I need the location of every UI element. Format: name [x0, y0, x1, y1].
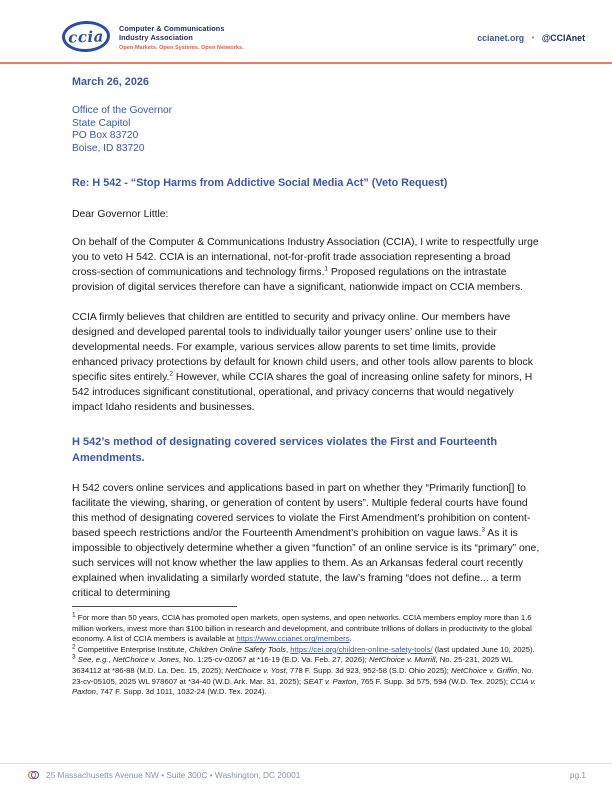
letter-date: March 26, 2026 — [72, 76, 149, 88]
footer-address: 25 Massachusetts Avenue NW • Suite 300C • Washington, DC 20001 — [46, 770, 301, 780]
footnote-separator — [72, 606, 237, 607]
body-paragraph-2: CCIA firmly believes that children are entitled to security and privacy online. Our members have designed and developed parental tools to individually tailor younger users’ online use to their developmental needs. For example, various services allow parents to set time limits, provide enhanced privacy protections by default for known child users, and other tools allow parents to block specific sites entirely.$^2$ However, while CCIA shares the goal of increasing online safety for minors, H 542 introduces significant constitutional, operational, and privacy concerns that would negatively impact Idaho residents and businesses. — [72, 312, 533, 414]
org-name-line2: Industry Association — [119, 33, 193, 42]
body-paragraph-3: H 542 covers online services and applications based in part on whether they “Primarily function[] to facilitate the viewing, sharing, or generation of content by users”. Multiple federal courts have found this method of designating covered services to violate the First Amendment’s prohibition on content-based speech restrictions and/or the Fourteenth Amendment’s prohibition on vague laws.$^3$ As it is impossible to objectively determine whether a given “function” of an online service is its “primary” one, such services will not know whether the law applies to them. As an Arkansas federal court recently explained when invalidating a similarly worded statute, the law’s framing “does not define... a term critical to determining — [72, 483, 540, 600]
page-number: pg.1 — [569, 770, 586, 780]
subject-line: Re: H 542 - “Stop Harms from Addictive Social Media Act” (Veto Request) — [72, 177, 448, 190]
section-heading: H 542’s method of designating covered services violates the First and Fourteenth Amendments. — [72, 436, 498, 464]
footnote-3: $^3$ See, e.g., NetChoice v. Jones, No. 1:25-cv-02067 at *16-19 (E.D. Va. Feb. 27, 2026); NetChoice v. Murrill, No. 25-231, 2025 WL 3634112 at *86-88 (M.D. La. Dec. 15, 2025); NetChoice v. Yost, 778 F. Supp. 3d 923, 952-58 (S.D. Ohio 2025); NetChoice v. Griffin, No. 23-cv-05105, 2025 WL 978607 at *34-40 (W.D. Ark. Mar. 31, 2025); SEAT v. Paxton, 765 F. Supp. 3d 575, 594 (W.D. Tex. 2025); CCIA v. Paxton, 747 F. Supp. 3d 1011, 1032-24 (W.D. Tex. 2024). — [72, 653, 536, 697]
separator-dot: • — [531, 33, 535, 42]
recipient-address — [72, 105, 540, 155]
recipient-address-line-3: PO Box 83720 — [72, 130, 139, 142]
salutation: Dear Governor Little: — [72, 209, 169, 221]
footnote-link[interactable]: https://www.ccianet.org/members — [236, 634, 350, 644]
header-rule — [0, 62, 612, 64]
footnote-2: $^2$ Competitive Enterprise Institute, Children Online Safety Tools, https://cei.org/children-online-safety-tools/ (last updated June 10, 2025). — [72, 643, 535, 654]
letterhead — [62, 21, 585, 52]
org-tagline: Open Markets. Open Systems. Open Networks. — [119, 45, 244, 52]
recipient-address-line-2: State Capitol — [72, 117, 131, 129]
body-paragraph-1: On behalf of the Computer & Communications Industry Association (CCIA), I write to respectfully urge you to veto H 542. CCIA is an international, not-for-profit trade association representing a broad cross-section of communications and technology firms.$^1$ Proposed regulations on the intrastate provision of digital services therefore can have a significant, nationwide impact on CCIA members. — [72, 237, 539, 294]
ccia-logo — [62, 21, 244, 52]
header-contact — [477, 33, 585, 43]
org-name-line1: Computer & Communications — [119, 23, 225, 33]
twitter-handle-link[interactable]: @CCIAnet — [541, 33, 585, 43]
footnote-link[interactable]: https://cei.org/children-online-safety-tools/ — [290, 644, 433, 654]
footnotes — [72, 606, 540, 698]
ccia-logo-oval-icon — [61, 20, 110, 53]
website-link[interactable]: ccianet.org — [477, 33, 525, 43]
footnote-1: $^1$ For more than 50 years, CCIA has promoted open markets, open systems, and open networks. CCIA members employ more than 1.6 million workers, invest more than $100 billion in research and development, and contribute trillions of dollars in productivity to the global economy. A list of CCIA members is available at https://www.ccianet.org/members. — [72, 611, 532, 644]
recipient-address-line-4: Boise, ID 83720 — [72, 142, 145, 154]
letter-body — [72, 70, 540, 601]
ccia-logo-acronym: ccia — [67, 26, 105, 47]
recipient-address-line-1: Office of the Governor — [72, 105, 173, 116]
ccia-footer-mark-icon — [28, 771, 39, 779]
page-footer — [0, 763, 612, 780]
org-name-block — [119, 22, 244, 52]
